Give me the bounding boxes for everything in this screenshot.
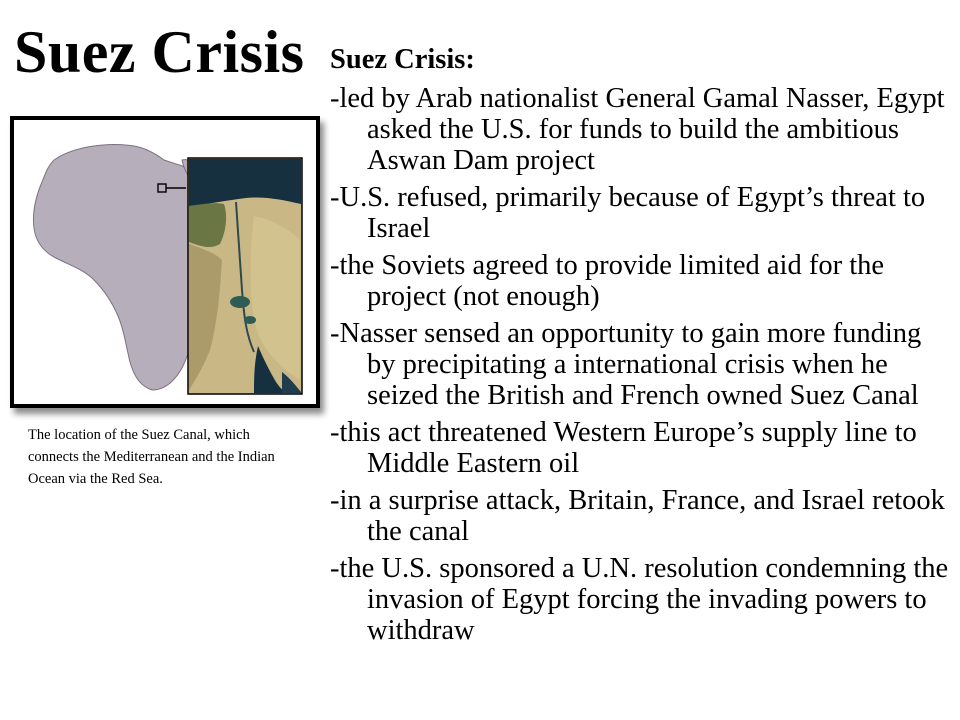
bullet-aswan-dam-request: -led by Arab nationalist General Gamal Nasser, Egypt asked the U.S. for funds to build the ambitious Aswan Dam project xyxy=(330,83,945,176)
bullet-soviet-aid: -the Soviets agreed to provide limited aid for the project (not enough) xyxy=(330,250,885,312)
satellite-inset xyxy=(188,158,302,394)
body-heading: Suez Crisis: xyxy=(330,44,475,75)
map-caption: The location of the Suez Canal, which connects the Mediterranean and the Indian Ocean via the Red Sea. xyxy=(28,427,275,487)
africa-map-icon xyxy=(14,120,316,404)
bullet-surprise-attack: -in a surprise attack, Britain, France, and Israel retook the canal xyxy=(330,485,945,547)
bullet-canal-seizure: -Nasser sensed an opportunity to gain more funding by precipitating a international crisis when he seized the British and French owned Suez Canal xyxy=(330,318,922,411)
slide-title: Suez Crisis xyxy=(14,19,305,85)
bullet-us-refusal: -U.S. refused, primarily because of Egypt’s threat to Israel xyxy=(330,182,926,244)
slide-body xyxy=(330,44,952,652)
bullet-un-resolution: -the U.S. sponsored a U.N. resolution condemning the invasion of Egypt forcing the invading powers to withdraw xyxy=(330,553,949,646)
suez-map-image xyxy=(10,116,320,408)
bullet-oil-supply-threat: -this act threatened Western Europe’s supply line to Middle Eastern oil xyxy=(330,417,917,479)
